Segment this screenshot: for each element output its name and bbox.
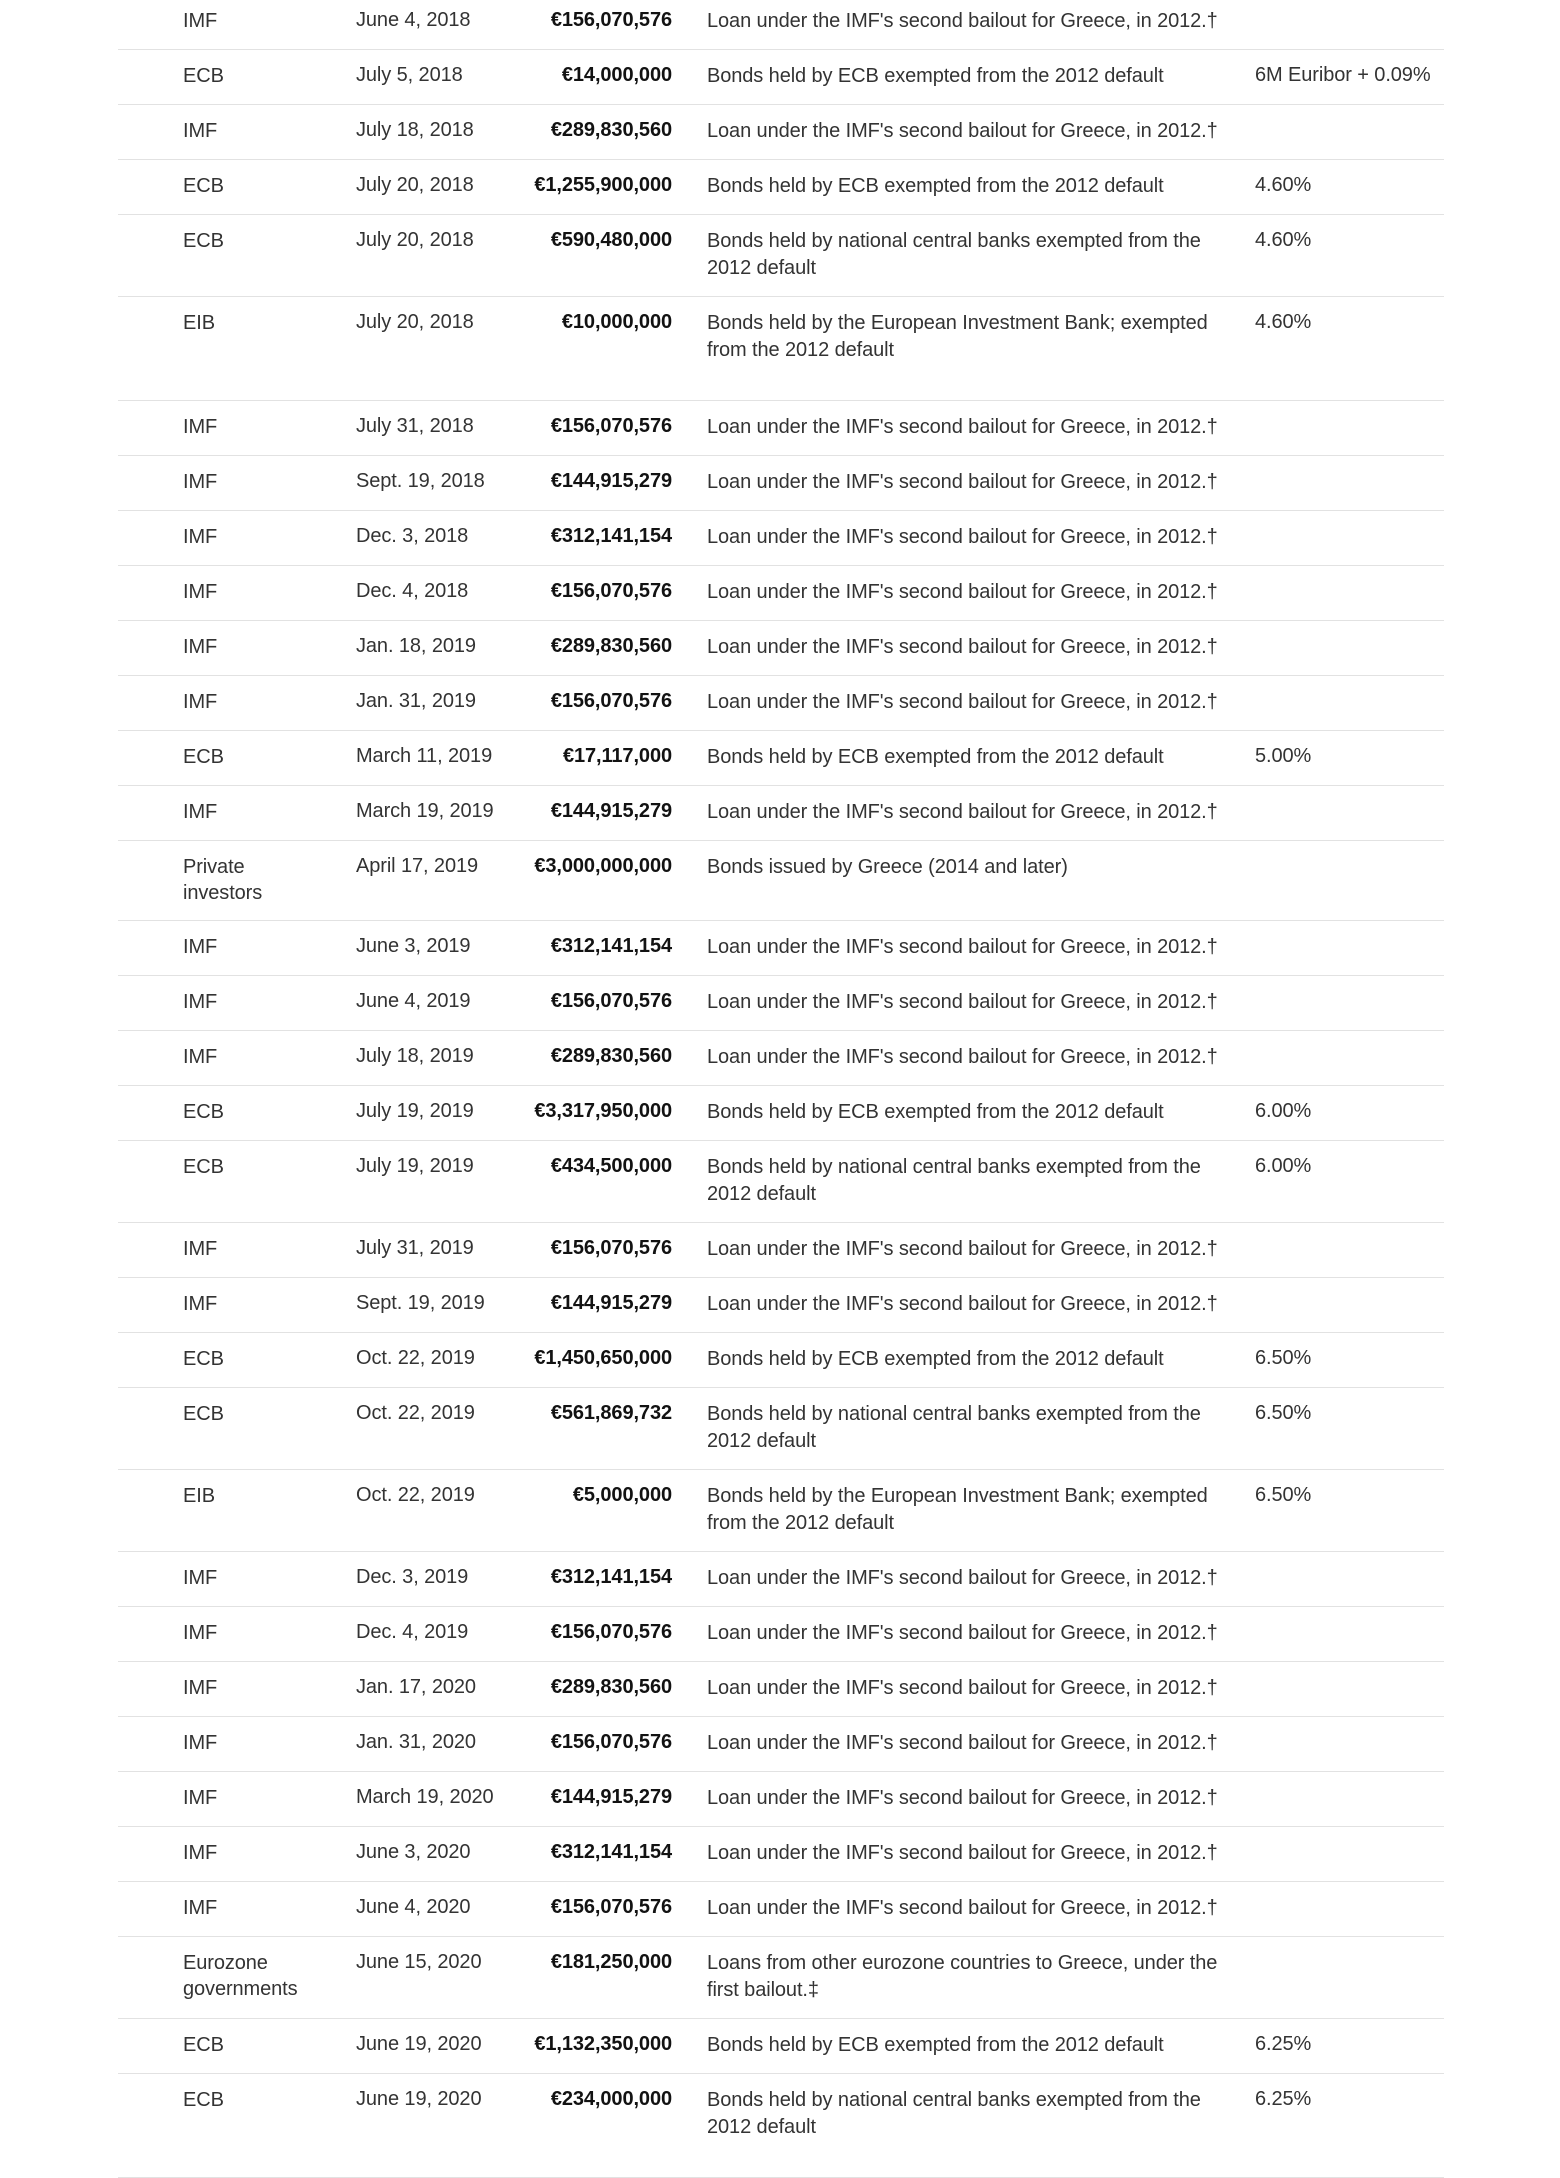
description-cell: Bonds held by the European Investment Bank; exempted from the 2012 default [707,312,1208,361]
creditor-cell [118,1620,356,1646]
creditor-cell [118,2032,356,2058]
amount-cell: €17,117,000 [562,745,672,767]
description-cell: Bonds held by national central banks exempted from the 2012 default [707,1403,1201,1452]
amount-cell: €289,830,560 [550,635,672,657]
rate-cell: 5.00% [1255,745,1312,767]
creditor-cell [118,118,356,144]
creditor-label: IMF [183,1293,218,1315]
description-cell: Loan under the IMF's second bailout for Greece, in 2012.† [707,1622,1218,1644]
date-cell: June 3, 2020 [356,1841,471,1863]
date-cell: Dec. 3, 2018 [356,525,469,547]
creditor-cell [118,744,356,770]
creditor-label: IMF [183,691,218,713]
amount-cell: €156,070,576 [550,1621,672,1643]
date-cell: July 18, 2019 [356,1045,474,1067]
amount-cell: €144,915,279 [550,1292,672,1314]
date-cell: March 19, 2020 [356,1786,494,1808]
creditor-label: ECB [183,230,224,252]
creditor-cell [118,1785,356,1811]
amount-cell: €156,070,576 [550,580,672,602]
description-cell: Loan under the IMF's second bailout for Greece, in 2012.† [707,1677,1218,1699]
date-cell: June 4, 2018 [356,9,471,31]
description-cell: Loan under the IMF's second bailout for Greece, in 2012.† [707,936,1218,958]
creditor-cell [118,524,356,550]
table-row [118,1882,1444,1937]
creditor-label: IMF [183,120,218,142]
table-row [118,456,1444,511]
amount-cell: €289,830,560 [550,119,672,141]
table-row [118,921,1444,976]
table-row [118,2074,1444,2178]
creditor-label: IMF [183,1567,218,1589]
creditor-cell [118,1401,356,1427]
date-cell: Jan. 31, 2020 [356,1731,476,1753]
date-cell: Oct. 22, 2019 [356,1402,475,1424]
creditor-cell [118,173,356,199]
creditor-cell [118,414,356,440]
creditor-label: ECB [183,65,224,87]
description-cell: Loan under the IMF's second bailout for Greece, in 2012.† [707,1238,1218,1260]
creditor-label: EIB [183,312,215,334]
amount-cell: €156,070,576 [550,990,672,1012]
amount-cell: €312,141,154 [550,525,672,547]
creditor-cell [118,1565,356,1591]
rate-cell: 6.25% [1255,2033,1312,2055]
date-cell: July 18, 2018 [356,119,474,141]
creditor-label: IMF [183,991,218,1013]
amount-cell: €312,141,154 [550,1841,672,1863]
creditor-cell [118,2087,356,2113]
rate-cell: 6.50% [1255,1402,1312,1424]
amount-cell: €289,830,560 [550,1045,672,1067]
creditor-label: ECB [183,746,224,768]
date-cell: Jan. 18, 2019 [356,635,476,657]
date-cell: Sept. 19, 2018 [356,470,485,492]
creditor-cell [118,689,356,715]
date-cell: Jan. 17, 2020 [356,1676,476,1698]
table-row [118,0,1444,50]
rate-cell: 6.00% [1255,1155,1312,1177]
date-cell: Dec. 4, 2019 [356,1621,469,1643]
table-row [118,1827,1444,1882]
table-row [118,1223,1444,1278]
description-cell: Bonds held by ECB exempted from the 2012 default [707,1348,1164,1370]
table-row [118,676,1444,731]
creditor-label: ECB [183,2089,224,2111]
date-cell: July 31, 2019 [356,1237,474,1259]
date-cell: July 5, 2018 [356,64,463,86]
table-row [118,1552,1444,1607]
table-row [118,1388,1444,1470]
creditor-cell [118,1236,356,1262]
table-row [118,1086,1444,1141]
description-cell: Loan under the IMF's second bailout for Greece, in 2012.† [707,1293,1218,1315]
description-cell: Bonds held by ECB exempted from the 2012 default [707,2034,1164,2056]
amount-cell: €156,070,576 [550,1731,672,1753]
creditor-label: IMF [183,1897,218,1919]
description-cell: Loan under the IMF's second bailout for Greece, in 2012.† [707,1567,1218,1589]
table-row [118,215,1444,297]
table-row [118,1607,1444,1662]
date-cell: July 19, 2019 [356,1100,474,1122]
creditor-label: IMF [183,1238,218,1260]
rate-cell: 6.50% [1255,1484,1312,1506]
date-cell: July 20, 2018 [356,311,474,333]
date-cell: Sept. 19, 2019 [356,1292,485,1314]
creditor-label: IMF [183,471,218,493]
creditor-cell [118,1291,356,1317]
amount-cell: €156,070,576 [550,690,672,712]
creditor-label: ECB [183,1348,224,1370]
amount-cell: €1,132,350,000 [534,2033,672,2055]
amount-cell: €156,070,576 [550,1896,672,1918]
creditor-cell [118,8,356,34]
creditor-label: IMF [183,1622,218,1644]
table-row [118,566,1444,621]
creditor-cell [118,1840,356,1866]
description-cell: Loan under the IMF's second bailout for Greece, in 2012.† [707,471,1218,493]
amount-cell: €181,250,000 [550,1951,672,1973]
creditor-label: IMF [183,1046,218,1068]
amount-cell: €156,070,576 [550,415,672,437]
date-cell: July 20, 2018 [356,229,474,251]
amount-cell: €144,915,279 [550,800,672,822]
table-row [118,105,1444,160]
date-cell: March 11, 2019 [356,745,493,767]
creditor-label: EIB [183,1485,215,1507]
description-cell: Loan under the IMF's second bailout for Greece, in 2012.† [707,636,1218,658]
creditor-cell [118,854,356,906]
creditor-label: IMF [183,936,218,958]
creditor-label: Eurozone governments [183,1952,298,2000]
date-cell: Oct. 22, 2019 [356,1484,475,1506]
amount-cell: €156,070,576 [550,1237,672,1259]
table-row [118,1662,1444,1717]
creditor-label: IMF [183,416,218,438]
rate-cell: 6M Euribor + 0.09% [1255,64,1431,86]
table-row [118,1333,1444,1388]
description-cell: Loan under the IMF's second bailout for Greece, in 2012.† [707,416,1218,438]
creditor-cell [118,469,356,495]
description-cell: Loan under the IMF's second bailout for Greece, in 2012.† [707,120,1218,142]
table-row [118,1470,1444,1552]
amount-cell: €312,141,154 [550,935,672,957]
date-cell: June 4, 2020 [356,1896,471,1918]
table-row [118,401,1444,456]
date-cell: Jan. 31, 2019 [356,690,476,712]
creditor-cell [118,579,356,605]
date-cell: April 17, 2019 [356,855,479,877]
table-row [118,731,1444,786]
amount-cell: €590,480,000 [550,229,672,251]
table-row [118,1141,1444,1223]
rate-cell: 6.50% [1255,1347,1312,1369]
creditor-label: ECB [183,1156,224,1178]
amount-cell: €289,830,560 [550,1676,672,1698]
creditor-cell [118,228,356,254]
date-cell: Dec. 4, 2018 [356,580,469,602]
creditor-label: IMF [183,1732,218,1754]
table-row [118,50,1444,105]
date-cell: June 4, 2019 [356,990,471,1012]
creditor-label: IMF [183,1787,218,1809]
rate-cell: 4.60% [1255,229,1312,251]
table-row [118,297,1444,401]
table-row [118,160,1444,215]
rate-cell: 6.25% [1255,2088,1312,2110]
creditor-cell [118,1044,356,1070]
amount-cell: €5,000,000 [572,1484,672,1506]
creditor-cell [118,1675,356,1701]
description-cell: Loan under the IMF's second bailout for Greece, in 2012.† [707,991,1218,1013]
creditor-label: IMF [183,10,218,32]
amount-cell: €14,000,000 [561,64,672,86]
creditor-cell [118,934,356,960]
creditor-label: ECB [183,1101,224,1123]
amount-cell: €434,500,000 [550,1155,672,1177]
amount-cell: €1,450,650,000 [534,1347,672,1369]
creditor-label: IMF [183,1677,218,1699]
description-cell: Bonds held by national central banks exempted from the 2012 default [707,230,1201,279]
date-cell: July 31, 2018 [356,415,474,437]
amount-cell: €10,000,000 [561,311,672,333]
description-cell: Loan under the IMF's second bailout for Greece, in 2012.† [707,801,1218,823]
table-row [118,511,1444,566]
description-cell: Loan under the IMF's second bailout for Greece, in 2012.† [707,1732,1218,1754]
creditor-label: ECB [183,175,224,197]
creditor-cell [118,63,356,89]
rate-cell: 4.60% [1255,174,1312,196]
table-row [118,786,1444,841]
amount-cell: €312,141,154 [550,1566,672,1588]
creditor-cell [118,310,356,336]
date-cell: March 19, 2019 [356,800,494,822]
date-cell: June 15, 2020 [356,1951,482,1973]
date-cell: Dec. 3, 2019 [356,1566,469,1588]
creditor-cell [118,1950,356,2002]
creditor-cell [118,1895,356,1921]
table-row [118,1937,1444,2019]
description-cell: Loan under the IMF's second bailout for Greece, in 2012.† [707,1897,1218,1919]
description-cell: Loan under the IMF's second bailout for Greece, in 2012.† [707,526,1218,548]
creditor-label: ECB [183,2034,224,2056]
description-cell: Bonds held by ECB exempted from the 2012 default [707,65,1164,87]
amount-cell: €1,255,900,000 [534,174,672,196]
amount-cell: €3,317,950,000 [534,1100,672,1122]
table-row [118,1031,1444,1086]
table-row [118,2019,1444,2074]
description-cell: Bonds held by the European Investment Bank; exempted from the 2012 default [707,1485,1208,1534]
creditor-cell [118,1730,356,1756]
description-cell: Loans from other eurozone countries to Greece, under the first bailout.‡ [707,1952,1218,2001]
table-row [118,976,1444,1031]
amount-cell: €561,869,732 [550,1402,672,1424]
description-cell: Bonds issued by Greece (2014 and later) [707,856,1068,878]
amount-cell: €3,000,000,000 [534,855,672,877]
description-cell: Loan under the IMF's second bailout for Greece, in 2012.† [707,581,1218,603]
date-cell: Oct. 22, 2019 [356,1347,475,1369]
description-cell: Loan under the IMF's second bailout for Greece, in 2012.† [707,691,1218,713]
table-row [118,841,1444,921]
date-cell: June 3, 2019 [356,935,471,957]
creditor-cell [118,799,356,825]
description-cell: Bonds held by ECB exempted from the 2012 default [707,746,1164,768]
description-cell: Loan under the IMF's second bailout for Greece, in 2012.† [707,1842,1218,1864]
amount-cell: €144,915,279 [550,470,672,492]
table-row [118,1278,1444,1333]
rate-cell: 6.00% [1255,1100,1312,1122]
creditor-label: IMF [183,526,218,548]
description-cell: Loan under the IMF's second bailout for Greece, in 2012.† [707,10,1218,32]
creditor-label: IMF [183,1842,218,1864]
creditor-label: IMF [183,636,218,658]
table-row [118,621,1444,676]
creditor-label: Private investors [183,856,263,904]
description-cell: Bonds held by national central banks exempted from the 2012 default [707,2089,1201,2138]
table-row [118,1772,1444,1827]
creditor-cell [118,1346,356,1372]
table-row [118,1717,1444,1772]
description-cell: Loan under the IMF's second bailout for Greece, in 2012.† [707,1787,1218,1809]
creditor-label: IMF [183,801,218,823]
rate-cell: 4.60% [1255,311,1312,333]
date-cell: June 19, 2020 [356,2033,482,2055]
description-cell: Loan under the IMF's second bailout for Greece, in 2012.† [707,1046,1218,1068]
amount-cell: €234,000,000 [550,2088,672,2110]
date-cell: June 19, 2020 [356,2088,482,2110]
description-cell: Bonds held by national central banks exempted from the 2012 default [707,1156,1201,1205]
description-cell: Bonds held by ECB exempted from the 2012 default [707,1101,1164,1123]
creditor-cell [118,1099,356,1125]
creditor-cell [118,989,356,1015]
description-cell: Bonds held by ECB exempted from the 2012 default [707,175,1164,197]
amount-cell: €144,915,279 [550,1786,672,1808]
debt-payments-table [118,0,1444,2178]
creditor-cell [118,1483,356,1509]
amount-cell: €156,070,576 [550,9,672,31]
creditor-label: ECB [183,1403,224,1425]
creditor-label: IMF [183,581,218,603]
date-cell: July 19, 2019 [356,1155,474,1177]
date-cell: July 20, 2018 [356,174,474,196]
creditor-cell [118,1154,356,1180]
creditor-cell [118,634,356,660]
